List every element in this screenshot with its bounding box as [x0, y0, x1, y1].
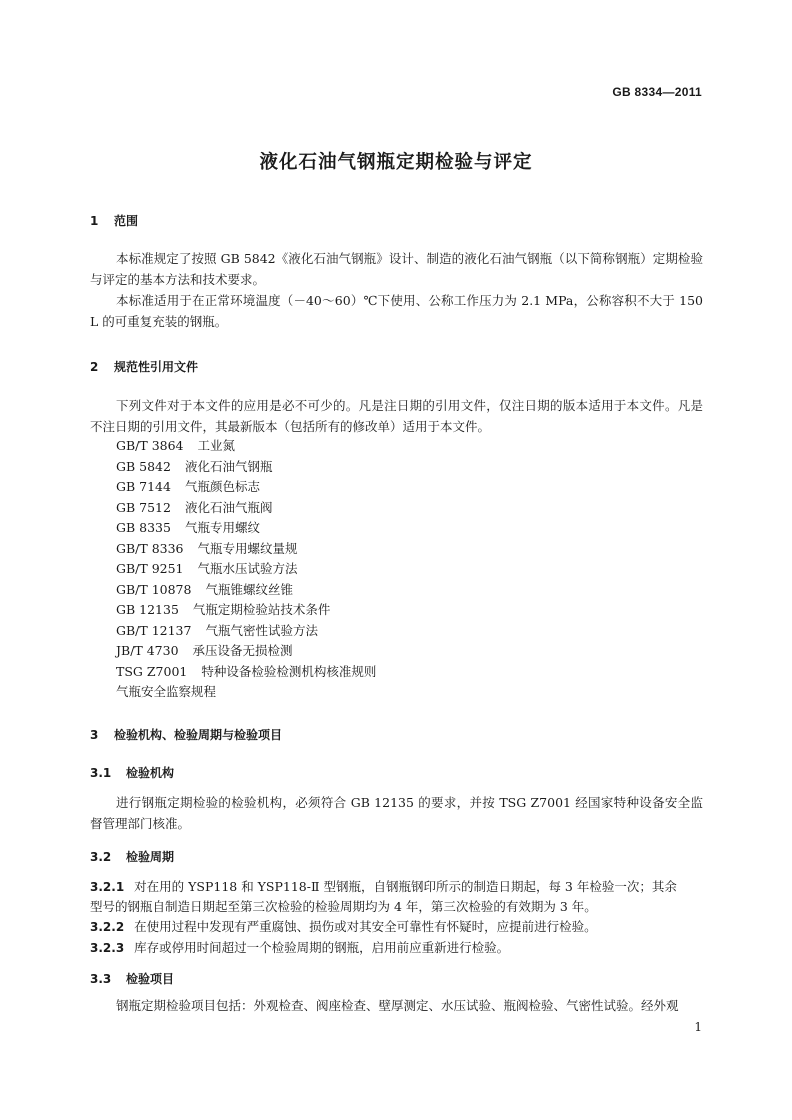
- reference-item: [116, 661, 376, 682]
- subsection-number: 3.1: [90, 766, 112, 780]
- clause-line: [90, 876, 703, 898]
- section-1-heading: [90, 212, 138, 229]
- reference-item: [116, 640, 293, 661]
- clause-number: 3.2.3: [90, 941, 125, 955]
- reference-code: GB/T 10878: [116, 582, 192, 597]
- section-title: 范围: [114, 214, 139, 228]
- subsection-title: 检验周期: [126, 850, 175, 864]
- reference-name: 工业氮: [197, 438, 236, 453]
- reference-name: 气瓶锥螺纹丝锥: [205, 582, 293, 597]
- subsection-3-1-heading: [90, 764, 174, 781]
- reference-code: GB/T 9251: [116, 561, 184, 576]
- clause-number: 3.2.1: [90, 880, 125, 894]
- reference-code: GB 7512: [116, 500, 171, 515]
- reference-item: [116, 620, 318, 641]
- page-number: 1: [694, 1020, 702, 1034]
- section-3-heading: [90, 726, 282, 743]
- reference-code: TSG Z7001: [116, 664, 188, 679]
- reference-item: [116, 435, 235, 456]
- clause-number: 3.2.2: [90, 920, 125, 934]
- reference-code: GB 5842: [116, 459, 171, 474]
- reference-code: GB 8335: [116, 520, 171, 535]
- reference-name: 特种设备检验检测机构核准规则: [201, 664, 377, 679]
- document-title: 液化石油气钢瓶定期检验与评定: [259, 152, 533, 173]
- reference-item: [116, 599, 330, 620]
- reference-name: 气瓶安全监察规程: [116, 684, 217, 699]
- reference-code: GB/T 12137: [116, 623, 192, 638]
- reference-code: JB/T 4730: [116, 643, 179, 658]
- reference-name: 液化石油气瓶阀: [184, 500, 273, 515]
- section-number: 1: [90, 214, 99, 228]
- section-title: 规范性引用文件: [114, 360, 199, 374]
- reference-name: 气瓶水压试验方法: [197, 561, 298, 576]
- clause-text: 对在用的 YSP118 和 YSP118-Ⅱ 型钢瓶，自钢瓶钢印所示的制造日期起，每 3 年检验一次；其余: [134, 879, 677, 894]
- reference-item: [116, 558, 298, 579]
- clause-line: [90, 937, 703, 959]
- subsection-3-2-heading: [90, 848, 174, 865]
- clause-line: [90, 916, 703, 938]
- clause-text: 库存或停用时间超过一个检验周期的钢瓶，启用前应重新进行检验。: [134, 940, 510, 955]
- reference-item: [116, 456, 272, 477]
- reference-name: 液化石油气钢瓶: [184, 459, 273, 474]
- reference-code: GB 7144: [116, 479, 171, 494]
- reference-name: 承压设备无损检测: [192, 643, 293, 658]
- reference-code: GB/T 8336: [116, 541, 184, 556]
- subsection-title: 检验机构: [126, 766, 175, 780]
- paragraph: 钢瓶定期检验项目包括：外观检查、阀座检查、壁厚测定、水压试验、瓶阀检验、气密性试验。经外观: [116, 998, 679, 1013]
- reference-item: [116, 497, 272, 518]
- section-number: 3: [90, 728, 99, 742]
- reference-name: 气瓶专用螺纹量规: [197, 541, 298, 556]
- standard-code: GB 8334—2011: [612, 85, 702, 99]
- paragraph: 本标准规定了按照 GB 5842《液化石油气钢瓶》设计、制造的液化石油气钢瓶（以下简称钢瓶）定期检验与评定的基本方法和技术要求。: [90, 251, 703, 287]
- subsection-number: 3.3: [90, 972, 112, 986]
- reference-code: GB/T 3864: [116, 438, 184, 453]
- subsection-number: 3.2: [90, 850, 112, 864]
- reference-item: [116, 538, 298, 559]
- reference-item: [116, 681, 216, 702]
- section-number: 2: [90, 360, 99, 374]
- clause-line: [90, 896, 703, 917]
- reference-item: [116, 476, 260, 497]
- reference-name: 气瓶颜色标志: [184, 479, 260, 494]
- clause-text: 型号的钢瓶自制造日期起至第三次检验的检验周期均为 4 年，第三次检验的有效期为 3 年。: [90, 899, 597, 914]
- paragraph: 进行钢瓶定期检验的检验机构，必须符合 GB 12135 的要求，并按 TSG Z7001 经国家特种设备安全监督管理部门核准。: [90, 795, 703, 831]
- reference-name: 气瓶气密性试验方法: [205, 623, 318, 638]
- paragraph: 本标准适用于在正常环境温度（－40～60）℃下使用、公称工作压力为 2.1 MPa，公称容积不大于 150 L 的可重复充装的钢瓶。: [90, 293, 703, 329]
- reference-item: [116, 579, 293, 600]
- subsection-title: 检验项目: [126, 972, 175, 986]
- reference-name: 气瓶定期检验站技术条件: [192, 602, 331, 617]
- reference-code: GB 12135: [116, 602, 179, 617]
- clause-text: 在使用过程中发现有严重腐蚀、损伤或对其安全可靠性有怀疑时，应提前进行检验。: [134, 919, 597, 934]
- reference-item: [116, 517, 260, 538]
- paragraph: 下列文件对于本文件的应用是必不可少的。凡是注日期的引用文件，仅注日期的版本适用于本文件。凡是不注日期的引用文件，其最新版本（包括所有的修改单）适用于本文件。: [90, 398, 703, 434]
- section-2-heading: [90, 358, 198, 375]
- reference-name: 气瓶专用螺纹: [184, 520, 260, 535]
- subsection-3-3-heading: [90, 970, 174, 987]
- section-title: 检验机构、检验周期与检验项目: [114, 728, 283, 742]
